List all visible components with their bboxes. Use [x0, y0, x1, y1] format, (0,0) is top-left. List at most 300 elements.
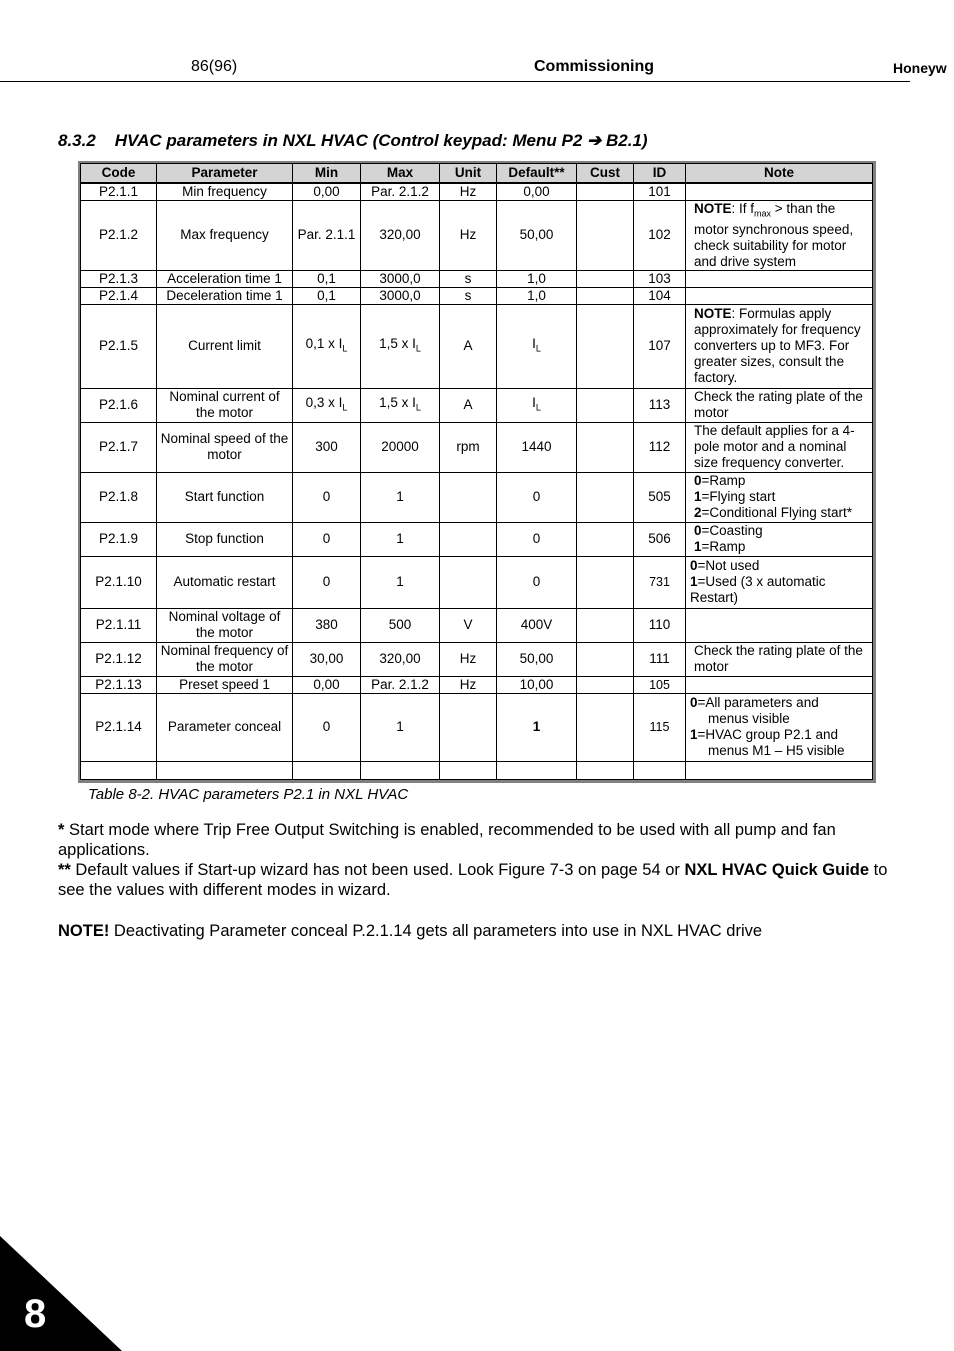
cell-max-text: 1	[396, 489, 404, 505]
cell-id-text: 505	[648, 489, 671, 505]
cell-code	[81, 642, 157, 676]
cell-min-text: 0,00	[313, 184, 340, 199]
footnote-2-mark: **	[58, 861, 71, 879]
note-text: Check the rating plate of the motor	[694, 389, 863, 421]
option-key: 0	[690, 558, 698, 574]
cell-default-text: 0,00	[523, 184, 550, 199]
cell-cust	[577, 287, 634, 304]
option-line	[694, 505, 870, 521]
column-header: Cust	[577, 164, 634, 184]
option-key: 0	[690, 695, 698, 711]
cell-unit-text: A	[463, 397, 473, 413]
option-key: 0	[694, 523, 702, 539]
cell-unit	[440, 608, 497, 642]
note-text: Check the rating plate of the motor	[694, 643, 863, 675]
column-header: Min	[293, 164, 361, 184]
cell-unit-text: Hz	[459, 676, 477, 692]
option-key: 1	[690, 574, 698, 590]
cell-id	[634, 287, 686, 304]
cell-min-text: 30,00	[309, 651, 344, 667]
option-line	[690, 574, 870, 606]
cell-min-subscript: L	[342, 402, 348, 413]
cell-id	[634, 388, 686, 422]
cell-unit	[440, 201, 497, 271]
option-line	[694, 473, 870, 489]
table-row	[81, 270, 873, 287]
cell-parameter	[157, 693, 293, 761]
cell-parameter-text: Current limit	[188, 338, 261, 354]
table-header	[81, 164, 873, 184]
cell-code	[81, 608, 157, 642]
cell-default	[497, 608, 577, 642]
cell-min	[293, 270, 361, 287]
conceal-note	[58, 921, 908, 941]
empty-cell	[293, 761, 361, 779]
cell-max-text: 320,00	[379, 227, 421, 243]
cell-parameter-text: Start function	[184, 489, 265, 505]
cell-code-text: P2.1.6	[98, 397, 139, 413]
cell-max-text: 1	[396, 574, 404, 590]
cell-note	[686, 183, 873, 201]
cell-min	[293, 676, 361, 693]
cell-unit-text: rpm	[456, 439, 480, 455]
cell-max	[361, 608, 440, 642]
note-text: : If f	[731, 201, 755, 216]
cell-default-text: 50,00	[519, 227, 554, 243]
table-row	[81, 522, 873, 556]
option-value: menus M1 – H5 visible	[708, 743, 845, 759]
option-line	[690, 711, 870, 727]
footnote-1-text: Start mode where Trip Free Output Switching is enabled, recommended to be used with all pump and fan applications.	[58, 821, 836, 859]
cell-id-text: 110	[648, 617, 671, 633]
cell-code-text: P2.1.1	[98, 184, 139, 199]
cell-id-text: 731	[649, 575, 670, 590]
option-value: =Conditional Flying start*	[701, 505, 852, 521]
cell-min-text: 0,1 x I	[305, 335, 343, 351]
cell-max	[361, 693, 440, 761]
cell-min-text: 0,1	[317, 270, 336, 286]
cell-unit	[440, 183, 497, 201]
note-text: : Formulas apply approximately for frequency converters up to MF3. For greater sizes, consult the factory.	[694, 306, 861, 386]
cell-default	[497, 676, 577, 693]
cell-max	[361, 287, 440, 304]
option-line	[694, 539, 870, 555]
cell-note	[686, 522, 873, 556]
column-header: ID	[634, 164, 686, 184]
option-line	[690, 558, 870, 574]
cell-cust	[577, 270, 634, 287]
cell-code-text: P2.1.3	[98, 270, 139, 286]
option-key: 2	[694, 505, 702, 521]
cell-unit	[440, 472, 497, 522]
cell-max-text: Par. 2.1.2	[371, 184, 429, 199]
cell-min-text: 0,00	[313, 676, 340, 692]
cell-code-text: P2.1.11	[95, 617, 142, 633]
cell-id-text: 102	[648, 227, 671, 243]
cell-max-text: 1,5 x I	[379, 335, 416, 351]
note-text: The default applies for a 4-pole motor and a nominal size frequency converter.	[694, 423, 855, 471]
cell-id	[634, 693, 686, 761]
cell-max-text: 1	[396, 531, 404, 547]
cell-code	[81, 304, 157, 388]
cell-id-text: 113	[648, 397, 671, 413]
option-key: 1	[690, 727, 698, 743]
footnote-1	[58, 820, 908, 860]
cell-min-text: 0,1	[317, 287, 336, 303]
cell-max	[361, 183, 440, 201]
cell-code	[81, 183, 157, 201]
cell-min-text: 300	[315, 439, 338, 455]
cell-default	[497, 556, 577, 608]
cell-parameter	[157, 304, 293, 388]
cell-code	[81, 201, 157, 271]
option-value: =Ramp	[701, 473, 746, 489]
cell-max	[361, 676, 440, 693]
table-row	[81, 287, 873, 304]
cell-default-text: 1	[532, 719, 541, 735]
cell-unit-text: Hz	[459, 227, 477, 243]
option-value: =HVAC group P2.1 and	[697, 727, 838, 743]
cell-parameter	[157, 472, 293, 522]
cell-min	[293, 201, 361, 271]
section-heading	[58, 131, 648, 151]
option-value: menus visible	[708, 711, 790, 727]
cell-default	[497, 472, 577, 522]
cell-code-text: P2.1.7	[98, 439, 139, 455]
cell-default	[497, 287, 577, 304]
cell-unit	[440, 304, 497, 388]
table-row	[81, 642, 873, 676]
option-value: =Coasting	[701, 523, 763, 539]
cell-unit	[440, 522, 497, 556]
cell-default-subscript: L	[535, 402, 541, 413]
cell-max	[361, 556, 440, 608]
cell-max	[361, 422, 440, 472]
cell-code	[81, 693, 157, 761]
cell-unit	[440, 693, 497, 761]
cell-max	[361, 304, 440, 388]
cell-code	[81, 472, 157, 522]
cell-parameter	[157, 287, 293, 304]
cell-note	[686, 676, 873, 693]
table-body	[81, 183, 873, 779]
cell-code-text: P2.1.14	[95, 719, 142, 735]
cell-id-text: 101	[648, 184, 671, 199]
footnote-2	[58, 860, 908, 900]
cell-parameter	[157, 676, 293, 693]
cell-unit-text: Hz	[459, 651, 477, 667]
footnote-2-text: Default values if Start-up wizard has not been used. Look Figure 7-3 on page 54 or	[70, 861, 685, 879]
cell-default	[497, 388, 577, 422]
table-row	[81, 556, 873, 608]
cell-parameter-text: Stop function	[185, 531, 264, 547]
cell-min	[293, 304, 361, 388]
cell-min-text: 0	[322, 531, 331, 547]
cell-code-text: P2.1.2	[98, 227, 139, 243]
option-line	[694, 523, 870, 539]
cell-parameter-text: Nominal current of the motor	[169, 389, 280, 421]
cell-id-text: 105	[649, 677, 670, 692]
cell-default-text: 1440	[521, 439, 552, 455]
cell-unit	[440, 556, 497, 608]
option-line	[690, 743, 870, 759]
cell-parameter	[157, 556, 293, 608]
cell-max	[361, 522, 440, 556]
cell-parameter	[157, 522, 293, 556]
table-row	[81, 676, 873, 693]
cell-parameter-text: Nominal voltage of the motor	[168, 609, 281, 641]
cell-min-text: 0,3 x I	[305, 394, 343, 410]
option-line	[694, 489, 870, 505]
column-header: Note	[686, 164, 873, 184]
table-row-empty	[81, 761, 873, 779]
option-line	[690, 695, 870, 711]
cell-note	[686, 642, 873, 676]
cell-id	[634, 522, 686, 556]
cell-default-text: 0	[532, 489, 541, 505]
cell-id	[634, 556, 686, 608]
option-value: =Ramp	[701, 539, 746, 555]
chapter-number: 8	[24, 1292, 47, 1336]
table-row	[81, 472, 873, 522]
cell-id	[634, 304, 686, 388]
cell-parameter	[157, 183, 293, 201]
cell-default	[497, 693, 577, 761]
cell-id	[634, 608, 686, 642]
cell-max-text: 1,5 x I	[379, 394, 416, 410]
cell-code-text: P2.1.8	[98, 489, 139, 505]
cell-unit	[440, 388, 497, 422]
cell-parameter-text: Parameter conceal	[167, 719, 282, 735]
cell-code-text: P2.1.4	[98, 287, 139, 303]
cell-cust	[577, 608, 634, 642]
cell-cust	[577, 304, 634, 388]
cell-min	[293, 522, 361, 556]
cell-min	[293, 287, 361, 304]
cell-default-text: 1,0	[527, 287, 546, 303]
cell-id-text: 103	[648, 270, 671, 286]
cell-default-text: I	[532, 394, 536, 410]
cell-unit-text: A	[463, 338, 473, 354]
cell-note	[686, 201, 873, 271]
empty-cell	[577, 761, 634, 779]
parameter-table	[78, 161, 876, 783]
cell-max	[361, 642, 440, 676]
cell-min-subscript: L	[342, 343, 348, 354]
cell-min	[293, 693, 361, 761]
table-row	[81, 304, 873, 388]
cell-cust	[577, 422, 634, 472]
cell-parameter-text: Nominal frequency of the motor	[160, 643, 289, 675]
page-number: 86(96)	[191, 58, 238, 75]
cell-default-text: 0	[532, 574, 541, 590]
table-row	[81, 183, 873, 201]
cell-id-text: 506	[648, 531, 671, 547]
table-caption: Table 8-2. HVAC parameters P2.1 in NXL HVAC	[88, 786, 409, 803]
header-title: Commissioning	[534, 58, 655, 75]
cell-parameter	[157, 608, 293, 642]
cell-note	[686, 472, 873, 522]
cell-id	[634, 270, 686, 287]
cell-note	[686, 287, 873, 304]
option-key: 1	[694, 489, 702, 505]
cell-max-subscript: L	[415, 402, 421, 413]
cell-max	[361, 472, 440, 522]
cell-id	[634, 422, 686, 472]
cell-default-text: 0	[532, 531, 541, 547]
quick-guide-reference: NXL HVAC Quick Guide	[684, 861, 870, 879]
cell-max-text: 500	[388, 617, 412, 633]
empty-cell	[686, 761, 873, 779]
empty-cell	[361, 761, 440, 779]
cell-parameter-text: Automatic restart	[173, 574, 276, 590]
cell-id	[634, 183, 686, 201]
cell-default	[497, 304, 577, 388]
empty-cell	[81, 761, 157, 779]
brand-name: Honeyw	[893, 60, 947, 76]
table-row	[81, 693, 873, 761]
cell-max-subscript: L	[415, 343, 421, 354]
cell-id	[634, 201, 686, 271]
cell-parameter	[157, 201, 293, 271]
cell-min-text: 0	[322, 489, 331, 505]
cell-max-text: 1	[396, 719, 404, 735]
cell-cust	[577, 676, 634, 693]
option-value: =Used (3 x automatic Restart)	[690, 574, 826, 606]
cell-code	[81, 270, 157, 287]
cell-parameter	[157, 388, 293, 422]
cell-code	[81, 522, 157, 556]
cell-cust	[577, 522, 634, 556]
cell-default-subscript: L	[535, 343, 541, 354]
cell-parameter-text: Preset speed 1	[179, 676, 270, 692]
cell-parameter	[157, 270, 293, 287]
table-row	[81, 201, 873, 271]
cell-cust	[577, 556, 634, 608]
cell-parameter	[157, 642, 293, 676]
cell-id-text: 111	[649, 651, 670, 667]
cell-parameter-text: Min frequency	[182, 184, 267, 199]
table-row	[81, 388, 873, 422]
footnote-1-mark: *	[58, 821, 65, 839]
cell-id-text: 104	[648, 287, 671, 303]
cell-note	[686, 422, 873, 472]
option-line	[690, 727, 870, 743]
section-title: HVAC parameters in NXL HVAC (Control keypad: Menu P2 ➔ B2.1)	[114, 131, 648, 150]
cell-code-text: P2.1.12	[95, 651, 142, 667]
cell-code-text: P2.1.10	[95, 574, 142, 590]
cell-default-text: 50,00	[519, 651, 554, 667]
column-header: Default**	[497, 164, 577, 184]
cell-parameter	[157, 422, 293, 472]
cell-cust	[577, 388, 634, 422]
cell-parameter-text: Max frequency	[180, 227, 269, 243]
note-lead: NOTE!	[58, 922, 110, 940]
cell-min	[293, 388, 361, 422]
cell-parameter-text: Nominal speed of the motor	[160, 431, 289, 463]
cell-id-text: 112	[648, 439, 671, 455]
cell-min-text: 0	[322, 719, 331, 735]
section-number: 8.3.2	[58, 131, 96, 150]
column-header: Unit	[440, 164, 497, 184]
cell-min	[293, 556, 361, 608]
cell-min	[293, 608, 361, 642]
cell-unit	[440, 287, 497, 304]
cell-unit	[440, 676, 497, 693]
cell-max	[361, 388, 440, 422]
cell-code-text: P2.1.13	[95, 676, 142, 692]
table-row	[81, 608, 873, 642]
cell-unit	[440, 642, 497, 676]
cell-min-text: 0	[322, 574, 331, 590]
note-text: Deactivating Parameter conceal P.2.1.14 gets all parameters into use in NXL HVAC drive	[109, 922, 763, 940]
empty-cell	[634, 761, 686, 779]
option-value: =Not used	[697, 558, 760, 574]
cell-unit-text: s	[464, 287, 472, 303]
cell-max-text: 3000,0	[379, 270, 421, 286]
cell-note	[686, 270, 873, 287]
cell-default-text: 10,00	[519, 676, 554, 692]
cell-min	[293, 422, 361, 472]
cell-unit	[440, 422, 497, 472]
cell-default-text: 1,0	[527, 270, 546, 286]
empty-cell	[440, 761, 497, 779]
cell-parameter-text: Acceleration time 1	[167, 270, 282, 286]
cell-default	[497, 522, 577, 556]
cell-id	[634, 676, 686, 693]
cell-note	[686, 608, 873, 642]
cell-default-text: I	[532, 335, 536, 351]
cell-max-text: 3000,0	[379, 287, 421, 303]
cell-note	[686, 388, 873, 422]
cell-cust	[577, 472, 634, 522]
cell-unit	[440, 270, 497, 287]
cell-unit-text: s	[464, 270, 472, 286]
cell-unit-text: Hz	[459, 184, 477, 199]
cell-cust	[577, 642, 634, 676]
cell-code-text: P2.1.9	[98, 531, 139, 547]
cell-code	[81, 676, 157, 693]
cell-cust	[577, 183, 634, 201]
cell-note	[686, 556, 873, 608]
empty-cell	[497, 761, 577, 779]
note-lead: NOTE	[694, 201, 732, 216]
cell-default	[497, 201, 577, 271]
header-rule	[0, 81, 910, 82]
cell-cust	[577, 693, 634, 761]
cell-code	[81, 422, 157, 472]
cell-default	[497, 183, 577, 201]
cell-code	[81, 556, 157, 608]
option-value: =All parameters and	[697, 695, 819, 711]
column-header: Max	[361, 164, 440, 184]
cell-id-text: 115	[649, 720, 670, 735]
cell-parameter-text: Deceleration time 1	[166, 287, 283, 303]
cell-note	[686, 693, 873, 761]
cell-id-text: 107	[648, 338, 671, 354]
cell-id	[634, 642, 686, 676]
table-row	[81, 422, 873, 472]
cell-id	[634, 472, 686, 522]
cell-max-text: 20000	[381, 439, 419, 455]
note-lead: NOTE	[694, 306, 732, 322]
option-value: =Flying start	[701, 489, 776, 505]
cell-max	[361, 201, 440, 271]
cell-min	[293, 472, 361, 522]
chapter-corner-tab	[0, 1236, 122, 1351]
cell-cust	[577, 201, 634, 271]
cell-max	[361, 270, 440, 287]
